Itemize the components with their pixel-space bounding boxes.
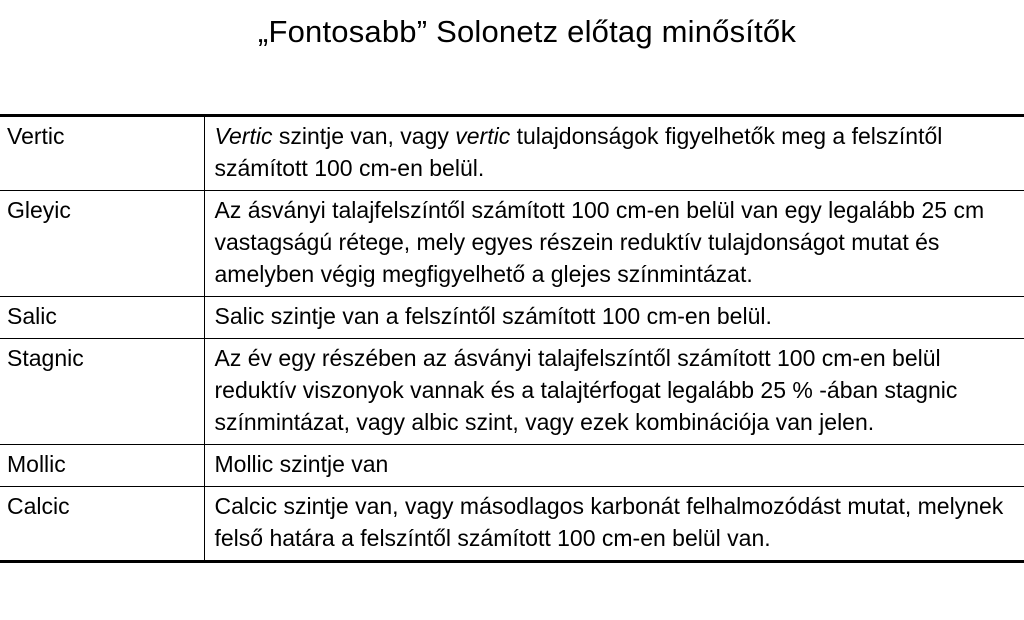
table-row-vertic — [0, 116, 1024, 191]
table-row-mollic — [0, 445, 1024, 487]
table-row-salic — [0, 297, 1024, 339]
page-title: „Fontosabb” Solonetz előtag minősítők — [257, 14, 797, 49]
qualifier-description — [204, 191, 1024, 297]
description-text: tulajdonságok figyelhetők meg a felszíntől — [510, 123, 943, 149]
description-line: reduktív viszonyok vannak és a talajtérfogat legalább 25 % -ában stagnic — [214, 377, 958, 403]
description-line: Az ásványi talajfelszíntől számított 100 cm-en belül van egy legalább 25 cm — [214, 197, 985, 223]
description-line: Calcic szintje van, vagy másodlagos karbonát felhalmozódást mutat, melynek — [214, 493, 1004, 519]
description-line: Mollic szintje van — [214, 451, 389, 477]
qualifier-name: Stagnic — [0, 339, 204, 445]
description-line: amelyben végig megfigyelhető a glejes színmintázat. — [214, 261, 753, 287]
table-row-stagnic — [0, 339, 1024, 445]
qualifier-name: Vertic — [0, 116, 204, 191]
description-line: színmintázat, vagy albic szint, vagy ezek kombinációja van jelen. — [214, 409, 875, 435]
qualifier-name: Mollic — [0, 445, 204, 487]
qualifier-description — [204, 297, 1024, 339]
qualifier-description — [204, 339, 1024, 445]
qualifier-name: Salic — [0, 297, 204, 339]
qualifier-name: Gleyic — [0, 191, 204, 297]
description-line: Az év egy részében az ásványi talajfelszíntől számított 100 cm-en belül — [214, 345, 941, 371]
description-line: Salic szintje van a felszíntől számított 100 cm-en belül. — [214, 303, 772, 329]
description-text-italic: vertic — [455, 123, 511, 149]
description-text-italic: Vertic — [214, 123, 273, 149]
description-line: felső határa a felszíntől számított 100 cm-en belül van. — [214, 525, 771, 551]
qualifier-description — [204, 445, 1024, 487]
description-line: számított 100 cm-en belül. — [214, 155, 485, 181]
description-line: vastagságú rétege, mely egyes részein reduktív tulajdonságot mutat és — [214, 229, 940, 255]
table-row-calcic — [0, 487, 1024, 562]
qualifier-table — [0, 114, 1024, 563]
table-row-gleyic — [0, 191, 1024, 297]
description-text: szintje van, vagy — [272, 123, 456, 149]
qualifier-description — [204, 116, 1024, 191]
qualifier-description — [204, 487, 1024, 562]
qualifier-name: Calcic — [0, 487, 204, 562]
